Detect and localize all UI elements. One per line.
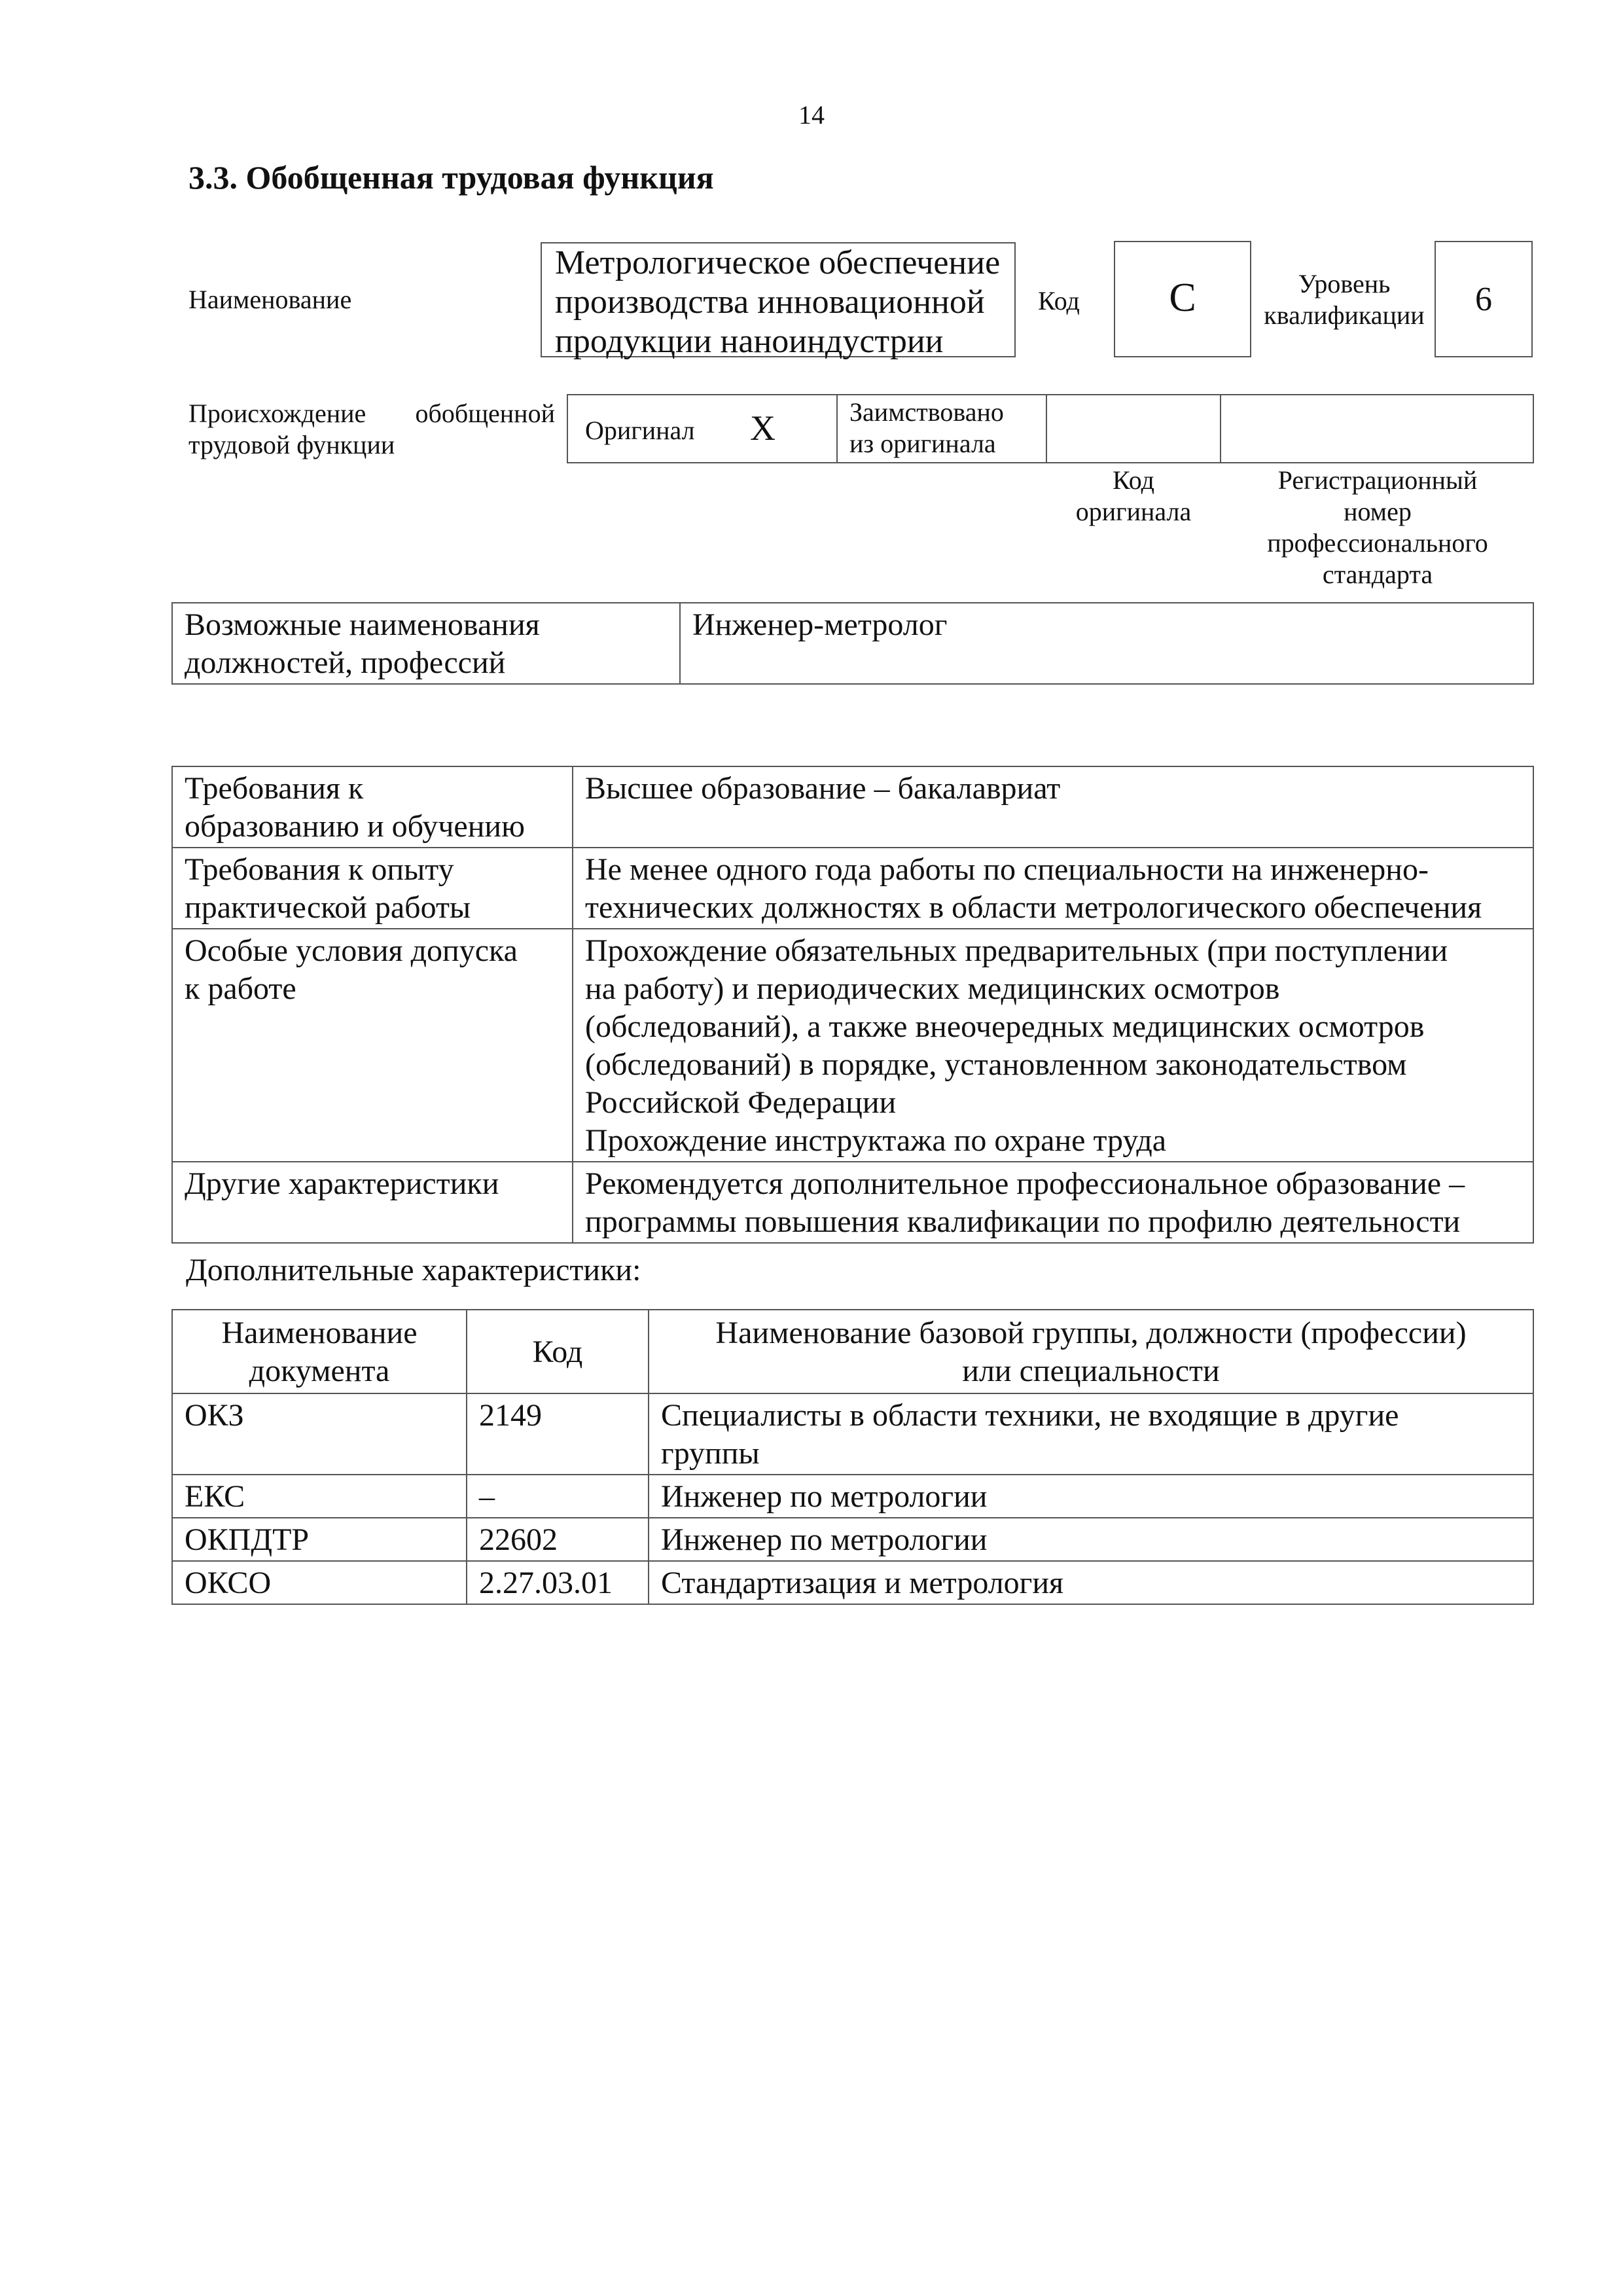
cell-line: Прохождение инструктажа по охране труда — [585, 1123, 1167, 1158]
table-row — [172, 1518, 1533, 1561]
cell-line: на работу) и периодических медицинских осмотров — [585, 971, 1280, 1006]
level-label-line: Уровень — [1298, 269, 1391, 298]
cell-line: Российской Федерации — [585, 1085, 897, 1120]
name-cell — [649, 1518, 1533, 1561]
positions-label — [172, 603, 680, 684]
level-label-line: квалификации — [1264, 300, 1425, 330]
header-doc — [172, 1310, 467, 1393]
doc-cell: ОКПДТР — [172, 1518, 467, 1561]
borrowed-label-line: из оригинала — [849, 429, 996, 458]
origin-label-line: Происхождение обобщенной — [188, 399, 555, 428]
cell-line: Прохождение обязательных предварительных (при поступлении — [585, 933, 1448, 968]
requirement-label — [172, 848, 573, 929]
table-row — [172, 766, 1533, 848]
requirement-label — [172, 1162, 573, 1243]
requirement-value — [573, 848, 1533, 929]
header-code: Код — [467, 1310, 649, 1393]
cell-line: Рекомендуется дополнительное профессиональное образование – — [585, 1166, 1465, 1201]
cell-line: программы повышения квалификации по профилю деятельности — [585, 1204, 1461, 1239]
table-row — [172, 1475, 1533, 1518]
header-group — [649, 1310, 1533, 1393]
cell-line: Стандартизация и метрология — [661, 1566, 1064, 1600]
cell-line: (обследований) в порядке, установленном законодательством — [585, 1047, 1407, 1082]
table-row — [172, 1162, 1533, 1243]
level-label — [1253, 268, 1436, 331]
name-value — [555, 243, 1013, 361]
origin-label-line: трудовой функции — [188, 430, 395, 459]
origin-divider — [1046, 394, 1047, 463]
caption-line: стандарта — [1322, 560, 1433, 589]
additional-table — [171, 1309, 1534, 1605]
cell-line: Инженер по метрологии — [661, 1479, 988, 1514]
cell-line: технических должностях в области метрологического обеспечения — [585, 890, 1482, 925]
caption-line: номер — [1344, 497, 1412, 526]
additional-title: Дополнительные характеристики: — [186, 1253, 641, 1287]
cell-line: или специальности — [962, 1354, 1220, 1388]
cell-line: Другие характеристики — [185, 1166, 499, 1201]
code-label: Код — [1038, 286, 1080, 315]
cell-line: Наименование базовой группы, должности (профессии) — [715, 1316, 1467, 1350]
cell-line: (обследований), а также внеочередных медицинских осмотров — [585, 1009, 1425, 1044]
cell-line: Наименование — [221, 1316, 418, 1350]
table-row — [172, 1561, 1533, 1604]
table-row — [172, 1393, 1533, 1475]
origin-divider — [1220, 394, 1221, 463]
caption-line: Регистрационный — [1277, 465, 1478, 495]
cell-line: Высшее образование – бакалавриат — [585, 771, 1061, 806]
name-value-line: продукции наноиндустрии — [555, 323, 944, 360]
caption-line: профессионального — [1267, 528, 1488, 558]
origin-box — [567, 394, 1534, 463]
cell-line: Требования к опыту — [185, 852, 454, 887]
name-cell — [649, 1393, 1533, 1475]
level-value: 6 — [1475, 281, 1492, 318]
positions-value: Инженер-метролог — [680, 603, 1533, 684]
code-value: С — [1169, 276, 1196, 320]
original-mark: Х — [750, 408, 776, 448]
reg-number-caption — [1221, 465, 1534, 590]
code-cell: 22602 — [467, 1518, 649, 1561]
code-cell: 2.27.03.01 — [467, 1561, 649, 1604]
origin-label — [188, 398, 555, 461]
code-cell: 2149 — [467, 1393, 649, 1475]
cell-line: Инженер по метрологии — [661, 1522, 988, 1557]
borrowed-label-line: Заимствовано — [849, 397, 1004, 427]
borrowed-label — [849, 397, 1004, 459]
cell-line: Возможные наименования — [185, 607, 540, 642]
section-title: 3.3. Обобщенная трудовая функция — [188, 159, 714, 196]
cell-line: Не менее одного года работы по специальности на инженерно- — [585, 852, 1429, 887]
cell-line: группы — [661, 1436, 760, 1471]
name-cell — [649, 1561, 1533, 1604]
name-label: Наименование — [188, 285, 352, 314]
cell-line: Требования к — [185, 771, 364, 806]
table-header-row — [172, 1310, 1533, 1393]
positions-table — [171, 602, 1534, 685]
original-label: Оригинал — [585, 416, 695, 445]
requirement-label — [172, 766, 573, 848]
cell-line: практической работы — [185, 890, 471, 925]
code-cell: – — [467, 1475, 649, 1518]
name-value-line: производства инновационной — [555, 283, 985, 321]
caption-line: Код — [1113, 465, 1154, 495]
cell-line: должностей, профессий — [185, 645, 506, 680]
cell-line: Специалисты в области техники, не входящие в другие — [661, 1398, 1399, 1433]
requirement-value — [573, 766, 1533, 848]
cell-line: к работе — [185, 971, 296, 1006]
table-row — [172, 848, 1533, 929]
table-row — [172, 929, 1533, 1162]
table-row — [172, 603, 1533, 684]
doc-cell: ОКЗ — [172, 1393, 467, 1475]
cell-line: документа — [249, 1354, 390, 1388]
page-number: 14 — [798, 100, 825, 130]
requirement-label — [172, 929, 573, 1162]
doc-cell: ЕКС — [172, 1475, 467, 1518]
requirements-table — [171, 766, 1534, 1244]
doc-cell: ОКСО — [172, 1561, 467, 1604]
requirement-value — [573, 929, 1533, 1162]
name-value-line: Метрологическое обеспечение — [555, 244, 1001, 281]
requirement-value — [573, 1162, 1533, 1243]
cell-line: Особые условия допуска — [185, 933, 518, 968]
caption-line: оригинала — [1075, 497, 1192, 526]
cell-line: образованию и обучению — [185, 809, 525, 844]
origin-divider — [836, 394, 838, 463]
code-original-caption — [1047, 465, 1220, 528]
name-cell — [649, 1475, 1533, 1518]
